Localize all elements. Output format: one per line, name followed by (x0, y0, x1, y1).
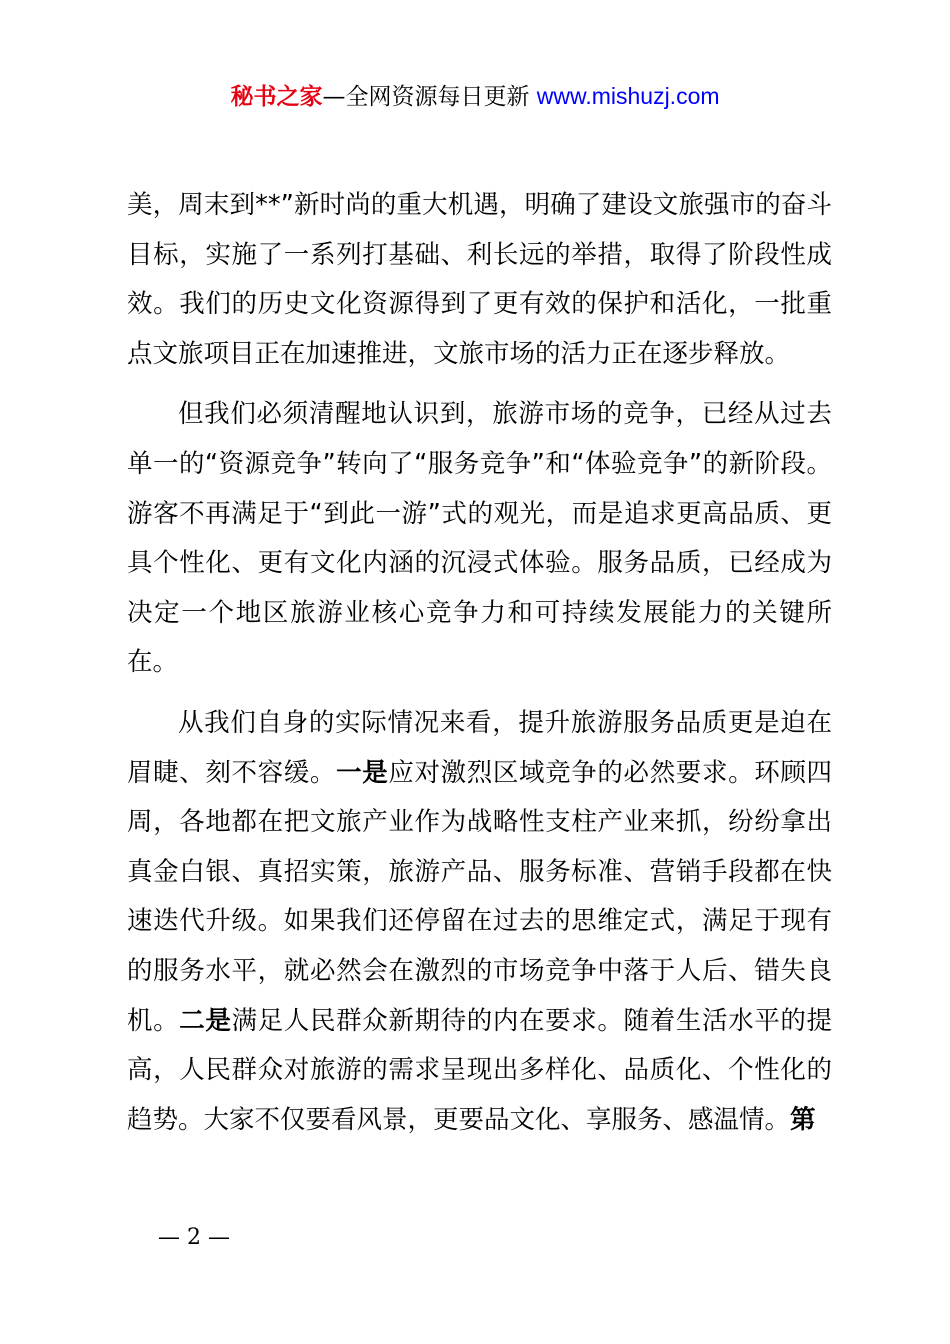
point-one-marker: 一是 (336, 757, 389, 788)
document-body (127, 181, 832, 1145)
brand-name: 秘书之家 (230, 84, 323, 110)
paragraph-3-text-2: 应对激烈区域竞争的必然要求。环顾四周，各地都在把文旅产业作为战略性支柱产业来抓，纷纷拿出真金白银、真招实策，旅游产品、服务标准、营销手段都在快速迭代升级。如果我们还停留在过去的思维定式，满足于现有的服务水平，就必然会在激烈的市场竞争中落于人后、错失良机。 (127, 757, 832, 1036)
paragraph-3 (127, 699, 832, 1145)
header-tagline: —全网资源每日更新 (322, 84, 537, 110)
paragraph-1: 美，周末到**”新时尚的重大机遇，明确了建设文旅强市的奋斗目标，实施了一系列打基础、利长远的举措，取得了阶段性成效。我们的历史文化资源得到了更有效的保护和活化，一批重点文旅项目正在加速推进，文旅市场的活力正在逐步释放。 (127, 190, 832, 369)
site-header (0, 79, 950, 114)
paragraph-3-text-1: 从我们自身的实际情况来看，提升旅游服务品质更是迫在眉睫、刻不容缓。 (127, 707, 832, 788)
site-url-link[interactable]: www.mishuzj.com (536, 83, 720, 109)
paragraph-3-text-3: 满足人民群众新期待的内在要求。随着生活水平的提高，人民群众对旅游的需求呈现出多样化、品质化、个性化的趋势。大家不仅要看风景，更要品文化、享服务、感温情。 (127, 1005, 832, 1135)
paragraph-2: 但我们必须清醒地认识到，旅游市场的竞争，已经从过去单一的“资源竞争”转向了“服务竞争”和“体验竞争”的新阶段。游客不再满足于“到此一游”式的观光，而是追求更高品质、更具个性化、更有文化内涵的沉浸式体验。服务品质，已经成为决定一个地区旅游业核心竞争力和可持续发展能力的关键所在。 (127, 399, 832, 678)
page-number: — 2 — (158, 1225, 230, 1250)
point-three-marker: 第 (790, 1104, 816, 1135)
point-two-marker: 二是 (179, 1005, 232, 1036)
